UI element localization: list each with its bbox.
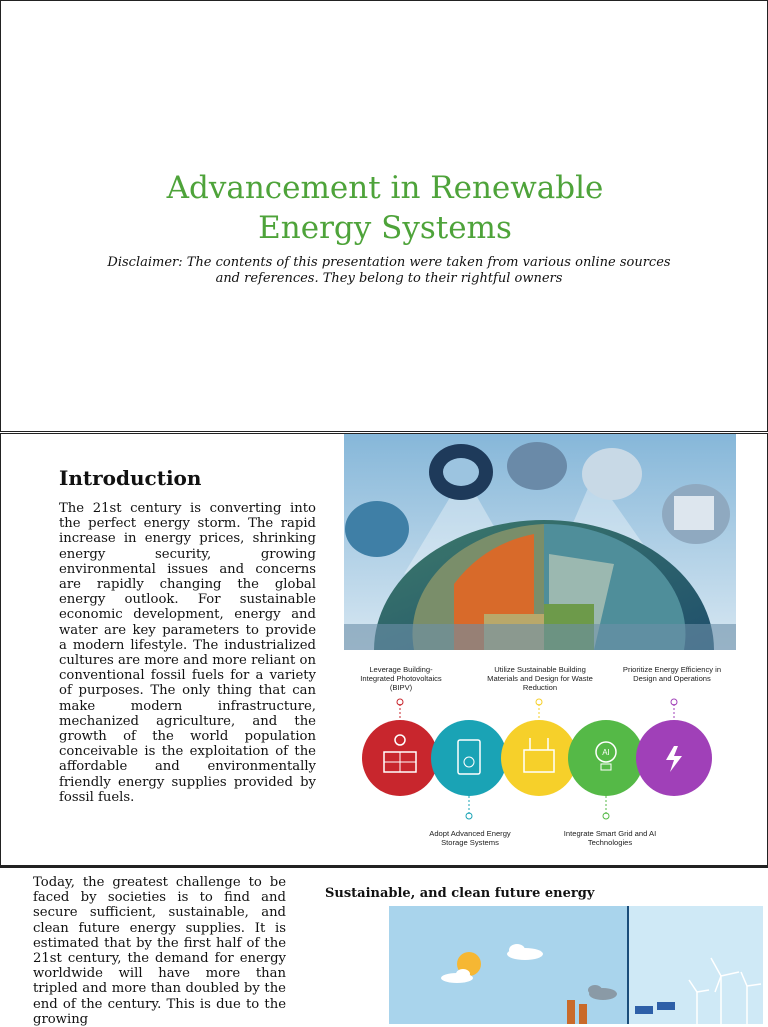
title-line-1: Advancement in Renewable <box>166 170 604 206</box>
storage-circle <box>431 720 507 796</box>
presentation-title <box>1 168 768 248</box>
disclaimer-line-2: and references. They belong to their rightful owners <box>215 271 563 286</box>
disclaimer-line-1: Disclaimer: The contents of this presentation were taken from various online sources <box>107 255 671 270</box>
title-slide <box>0 0 768 432</box>
chimney-icon <box>567 1000 575 1024</box>
challenge-paragraph: Today, the greatest challenge to be faced by societies is to find and secure sufficient, sustainable, and clean future energy supplies. It is estimated that by the first half of the 21st century, the demand for energy worldwide will have more than tripled and more than doubled by the end of the century. This is due to the growing <box>33 875 286 1027</box>
introduction-heading: Introduction <box>59 466 202 490</box>
introduction-paragraph: The 21st century is converting into the perfect energy storm. The rapid increase in energy prices, shrinking energy security, growing environmental issues and concerns are rapidly changing the global energy outlook. For sustainable economic development, energy and water are key parameters to provide a modern lifestyle. The industrialized cultures are more and more reliant on conventional fossil fuels for a variety of purposes. The only thing that can make modern infrastructure, mechanized agriculture, and the growth of the world population conceivable is the exploitation of the affordable and environmentally friendly energy supplies provided by fossil fuels. <box>59 501 316 805</box>
ai-label: AI <box>602 748 610 757</box>
materials-circle <box>501 720 577 796</box>
infographic-label-smart-grid: Integrate Smart Grid and AI Technologies <box>563 829 657 847</box>
clean-energy-city-illustration <box>389 906 763 1024</box>
future-energy-heading: Sustainable, and clean future energy <box>325 886 595 901</box>
infographic-label-bipv: Leverage Building-Integrated Photovoltaics (BIPV) <box>360 665 442 692</box>
title-line-2: Energy Systems <box>258 210 512 246</box>
renewable-energy-collage-image <box>344 434 736 650</box>
chimney-icon-2 <box>579 1004 587 1024</box>
infographic-label-materials: Utilize Sustainable Building Materials and Design for Waste Reduction <box>487 665 593 692</box>
infographic-label-efficiency: Prioritize Energy Efficiency in Design and Operations <box>622 665 722 683</box>
smart-grid-circle <box>568 720 644 796</box>
infographic-label-storage: Adopt Advanced Energy Storage Systems <box>429 829 511 847</box>
disclaimer <box>101 255 677 287</box>
